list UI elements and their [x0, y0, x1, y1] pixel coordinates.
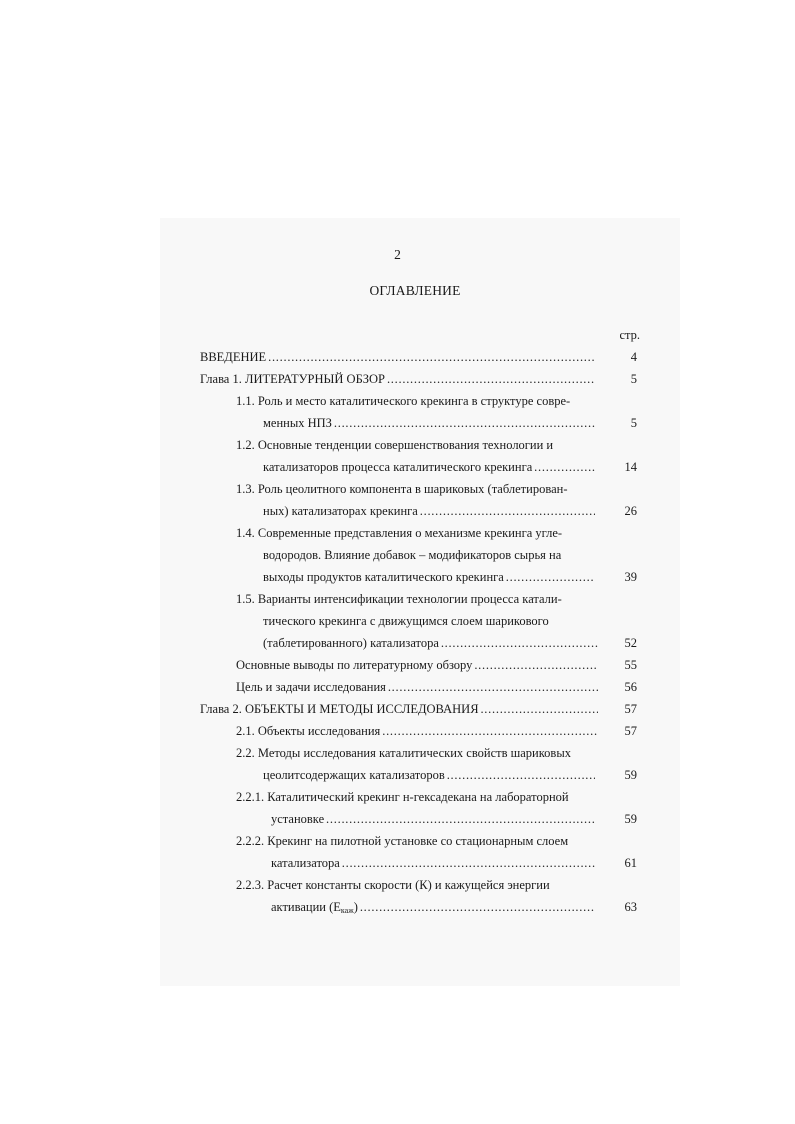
- toc-entry-last[interactable]: [271, 899, 595, 919]
- toc-page: 39: [624, 570, 637, 584]
- toc-page: 57: [624, 724, 637, 738]
- toc-page: 4: [630, 350, 637, 364]
- toc-entry[interactable]: 2.2.1. Каталитический крекинг н-гексадекана на лабораторной: [236, 790, 569, 804]
- toc-entry[interactable]: 2.2.2. Крекинг на пилотной установке со стационарным слоем: [236, 834, 569, 848]
- toc-page: 59: [624, 812, 637, 826]
- toc-entry[interactable]: катализаторов процесса каталитического крекинга . . .: [263, 459, 595, 475]
- page-column-label: стр.: [619, 328, 640, 342]
- toc-entry[interactable]: тического крекинга с движущимся слоем шарикового: [263, 614, 549, 628]
- toc-entry[interactable]: Глава 1. ЛИТЕРАТУРНЫЙ ОБЗОР . . .: [200, 371, 595, 387]
- toc-page: 52: [624, 636, 637, 650]
- subscript: каж: [340, 906, 354, 915]
- toc-entry[interactable]: ных) катализаторах крекинга . . .: [263, 503, 595, 519]
- toc-entry[interactable]: Основные выводы по литературному обзору . . .: [236, 657, 598, 673]
- toc-entry[interactable]: 1.1. Роль и место каталитического крекинга в структуре совре-: [236, 394, 571, 408]
- toc-entry[interactable]: выходы продуктов каталитического крекинга . . .: [263, 569, 595, 585]
- toc-page: 63: [624, 900, 637, 914]
- page-number: 2: [394, 247, 401, 262]
- toc-page: 55: [624, 658, 637, 672]
- toc-page: 57: [624, 702, 637, 716]
- toc-page: 56: [624, 680, 637, 694]
- toc-entry[interactable]: 1.3. Роль цеолитного компонента в шариковых (таблетирован-: [236, 482, 568, 496]
- toc-entry[interactable]: цеолитсодержащих катализаторов . . .: [263, 767, 595, 783]
- toc-entry[interactable]: (таблетированного) катализатора . . .: [263, 635, 598, 651]
- toc-entry[interactable]: 1.4. Современные представления о механизме крекинга угле-: [236, 526, 563, 540]
- toc-entry[interactable]: 2.1. Объекты исследования . . .: [236, 723, 598, 739]
- toc-entry-text: активации (E: [271, 900, 341, 914]
- toc-entry[interactable]: ВВЕДЕНИЕ . . .: [200, 349, 595, 365]
- toc-entry[interactable]: 1.2. Основные тенденции совершенствования технологии и: [236, 438, 554, 452]
- toc-entry[interactable]: 1.5. Варианты интенсификации технологии процесса катали-: [236, 592, 562, 606]
- toc-page: 26: [624, 504, 637, 518]
- toc-entry[interactable]: менных НПЗ . . .: [263, 415, 595, 431]
- toc-entry[interactable]: 2.2. Методы исследования каталитических свойств шариковых: [236, 746, 571, 760]
- toc-entry[interactable]: водородов. Влияние добавок – модификаторов сырья на: [263, 548, 562, 562]
- toc-entry[interactable]: 2.2.3. Расчет константы скорости (К) и кажущейся энергии: [236, 878, 550, 892]
- toc-page: 5: [630, 416, 637, 430]
- toc-entry[interactable]: установке . . .: [271, 811, 595, 827]
- toc-page: 61: [624, 856, 637, 870]
- closing-paren: ): [353, 900, 358, 914]
- page-title: ОГЛАВЛЕНИЕ: [369, 283, 461, 298]
- toc-page: 59: [624, 768, 637, 782]
- toc-page: 5: [630, 372, 637, 386]
- toc-entry[interactable]: Глава 2. ОБЪЕКТЫ И МЕТОДЫ ИССЛЕДОВАНИЯ . . .: [200, 701, 598, 717]
- toc-entry[interactable]: катализатора . . .: [271, 855, 595, 871]
- toc-page: 14: [624, 460, 637, 474]
- toc-entry[interactable]: Цель и задачи исследования . . .: [236, 679, 598, 695]
